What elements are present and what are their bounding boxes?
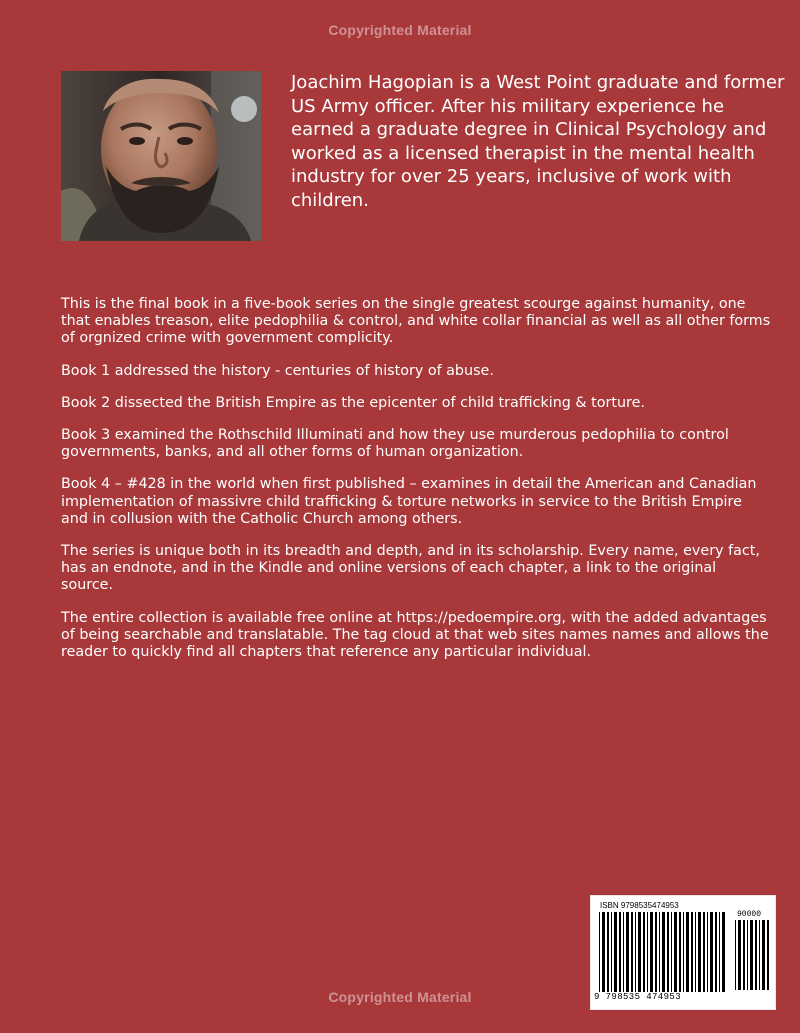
description-paragraph-intro: This is the final book in a five-book series on the single greatest scourge against humanity, one that enables treason, elite pedophilia & control, and white collar financial as well as all other forms of orgnized crime with government complicity. bbox=[61, 296, 771, 347]
barcode-main-icon bbox=[599, 912, 727, 992]
barcode-bar bbox=[759, 920, 760, 990]
barcode-bar bbox=[638, 912, 641, 992]
author-portrait-image bbox=[61, 71, 261, 241]
description-paragraph-book-1: Book 1 addressed the history - centuries of history of abuse. bbox=[61, 362, 494, 379]
barcode-bar bbox=[635, 912, 636, 992]
copyright-watermark-bottom: Copyrighted Material bbox=[328, 989, 472, 1005]
barcode-bar bbox=[599, 912, 600, 992]
description-paragraph-series: The series is unique both in its breadth and depth, and in its scholarship. Every name, every fact, has an endnote, and in the Kindle and online versions of each chapter, a link to the original source. bbox=[61, 543, 760, 594]
barcode-bar bbox=[683, 912, 684, 992]
barcode-digits: 9 798535 474953 bbox=[594, 992, 682, 1002]
barcode-bar bbox=[710, 912, 713, 992]
barcode-bar bbox=[602, 912, 605, 992]
description-paragraph-book-3: Book 3 examined the Rothschild Illuminati and how they use murderous pedophilia to control governments, banks, and all other forms of human organization. bbox=[61, 427, 729, 461]
description-paragraph-online: The entire collection is available free online at https://pedoempire.org, with the added advantages of being searchable and translatable. The tag cloud at that web sites names names and allows the reader to quickly find all chapters that reference any particular individual. bbox=[61, 609, 769, 661]
barcode-bar bbox=[686, 912, 689, 992]
barcode-bar bbox=[611, 912, 612, 992]
author-bio: Joachim Hagopian is a West Point graduate and former US Army officer. After his military experience he earned a graduate degree in Clinical Psychology and worked as a licensed therapist in the mental health industry for over 25 years, inclusive of work with children. bbox=[291, 72, 785, 211]
barcode-bar bbox=[722, 912, 725, 992]
barcode-bar bbox=[755, 920, 757, 990]
barcode-bar bbox=[674, 912, 677, 992]
barcode-bar bbox=[698, 912, 701, 992]
barcode-bar bbox=[691, 912, 693, 992]
barcode-bar bbox=[743, 920, 745, 990]
barcode-bar bbox=[679, 912, 681, 992]
barcode-bar bbox=[650, 912, 653, 992]
description-paragraph-book-4: Book 4 – #428 in the world when first published – examines in detail the American and Canadian implementation of massivre child trafficking & torture networks in service to the British Empire and in collusion with the Catholic Church among others. bbox=[61, 476, 757, 527]
barcode-bar bbox=[738, 920, 741, 990]
barcode-bar bbox=[626, 912, 629, 992]
barcode-bar bbox=[614, 912, 617, 992]
barcode-bar bbox=[623, 912, 624, 992]
barcode-bar bbox=[659, 912, 660, 992]
barcode-bar bbox=[671, 912, 672, 992]
barcode-bar bbox=[695, 912, 696, 992]
barcode-bar bbox=[707, 912, 708, 992]
barcode-bar bbox=[619, 912, 621, 992]
book-description bbox=[61, 296, 771, 676]
barcode-bar bbox=[747, 920, 748, 990]
barcode-main-bars bbox=[599, 912, 727, 992]
barcode-bar bbox=[719, 912, 720, 992]
author-photo bbox=[61, 71, 261, 241]
barcode-addon-digits: 90000 bbox=[737, 910, 762, 919]
barcode-bar bbox=[735, 920, 736, 990]
barcode-bar bbox=[643, 912, 645, 992]
description-paragraph-book-2: Book 2 dissected the British Empire as the epicenter of child trafficking & torture. bbox=[61, 394, 645, 411]
barcode-bar bbox=[647, 912, 648, 992]
barcode-bar bbox=[667, 912, 669, 992]
barcode-bar bbox=[631, 912, 633, 992]
barcode-bar bbox=[607, 912, 609, 992]
barcode-bar bbox=[662, 912, 665, 992]
barcode-bar bbox=[703, 912, 705, 992]
barcode-bar bbox=[767, 920, 769, 990]
barcode-bar bbox=[762, 920, 765, 990]
barcode-bar bbox=[715, 912, 717, 992]
barcode-bar bbox=[655, 912, 657, 992]
isbn-label: ISBN 9798535474953 bbox=[600, 901, 679, 910]
copyright-watermark-top: Copyrighted Material bbox=[328, 22, 472, 38]
barcode-bar bbox=[750, 920, 753, 990]
